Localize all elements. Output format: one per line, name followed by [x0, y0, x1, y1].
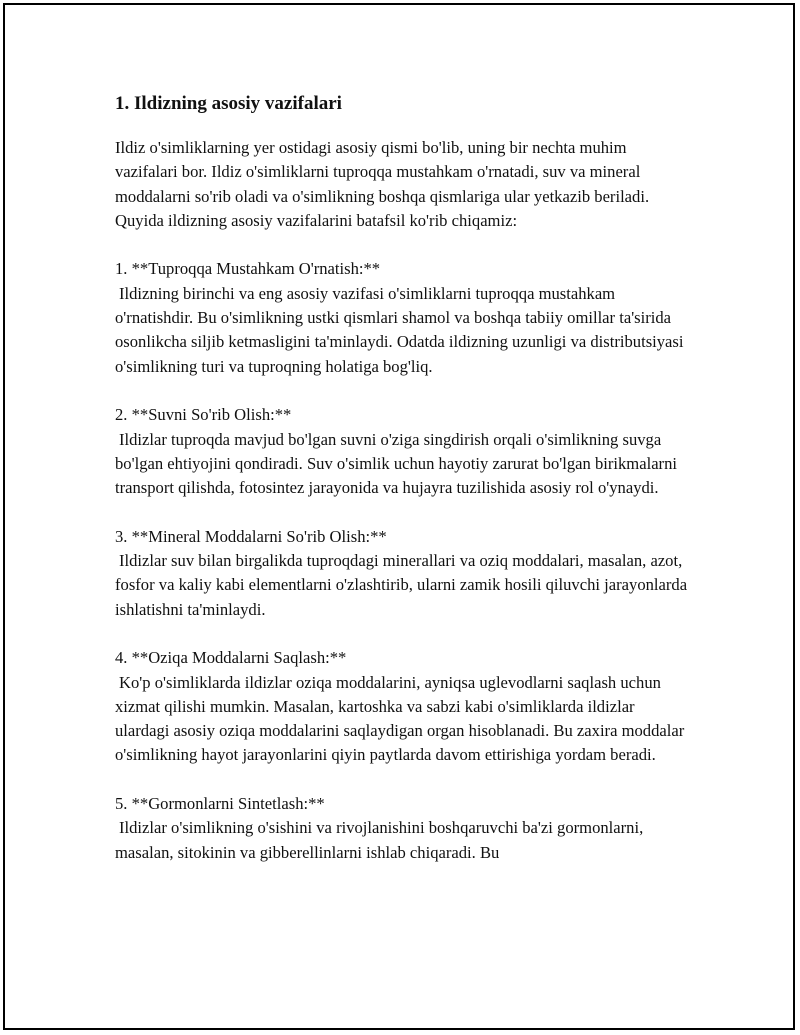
- paragraph-gap: [115, 500, 690, 524]
- section-heading: 1. Ildizning asosiy vazifalari: [115, 93, 342, 114]
- list-item-body: Ildizlar suv bilan birgalikda tuproqdagi minerallari va oziq moddalari, masalan, azot, fosfor va kaliy kabi elementlarni o'zlashtirib, ularni zamik hosili qiluvchi jarayonlarda ishlatishni ta'minlaydi.: [115, 551, 688, 619]
- list-item: [115, 525, 690, 622]
- list-item-title: 2. **Suvni So'rib Olish:**: [115, 405, 292, 425]
- list-item: [115, 257, 690, 378]
- list-item: [115, 403, 690, 500]
- list-item: [115, 646, 690, 767]
- paragraph-gap: [115, 379, 690, 403]
- paragraph-gap: [115, 233, 690, 257]
- list-item-title: 4. **Oziqa Moddalarni Saqlash:**: [115, 648, 347, 668]
- list-item-body: Ildizlar o'simlikning o'sishini va rivojlanishini boshqaruvchi ba'zi gormonlarni, masalan, sitokinin va gibberellinlarni ishlab chiqaradi. Bu: [115, 818, 644, 862]
- list-item-title: 5. **Gormonlarni Sintetlash:**: [115, 794, 325, 814]
- list-item-body: Ko'p o'simliklarda ildizlar oziqa moddalarini, ayniqsa uglevodlarni saqlash uchun xizmat qilishi mumkin. Masalan, kartoshka va sabzi kabi o'simliklarda ildizlar ulardagi asosiy oziqa moddalarini saqlaydigan organ hisoblanadi. Bu zaxira moddalar o'simlikning hayot jarayonlarini qiyin paytlarda davom ettirishiga yordam beradi.: [115, 672, 685, 765]
- list-item-title: 1. **Tuproqqa Mustahkam O'rnatish:**: [115, 259, 381, 279]
- list-item-body: Ildizning birinchi va eng asosiy vazifasi o'simliklarni tuproqqa mustahkam o'rnatishdir. Bu o'simlikning ustki qismlari shamol va boshqa tabiiy omillar ta'sirida osonlikcha siljib ketmasligini ta'minlaydi. Odatda ildizning uzunligi va distributsiyasi o'simlikning turi va tuproqning holatiga bog'liq.: [115, 283, 684, 376]
- list-item: [115, 792, 690, 865]
- list-item-title: 3. **Mineral Moddalarni So'rib Olish:**: [115, 526, 387, 546]
- document-body: [115, 90, 690, 865]
- intro-paragraph: Ildiz o'simliklarning yer ostidagi asosiy qismi bo'lib, uning bir nechta muhim vazifalari bor. Ildiz o'simliklarni tuproqqa mustahkam o'rnatadi, suv va mineral moddalarni so'rib oladi va o'simlikning boshqa qismlariga ular yetkazib beriladi. Quyida ildizning asosiy vazifalarini batafsil ko'rib chiqamiz:: [115, 138, 654, 230]
- paragraph-gap: [115, 768, 690, 792]
- paragraph-gap: [115, 622, 690, 646]
- list-item-body: Ildizlar tuproqda mavjud bo'lgan suvni o'ziga singdirish orqali o'simlikning suvga bo'lgan ehtiyojini qondiradi. Suv o'simlik uchun hayotiy zarurat bo'lgan birikmalarni transport qilishda, fotosintez jarayonida va hujayra tuzilishida asosiy rol o'ynaydi.: [115, 429, 677, 498]
